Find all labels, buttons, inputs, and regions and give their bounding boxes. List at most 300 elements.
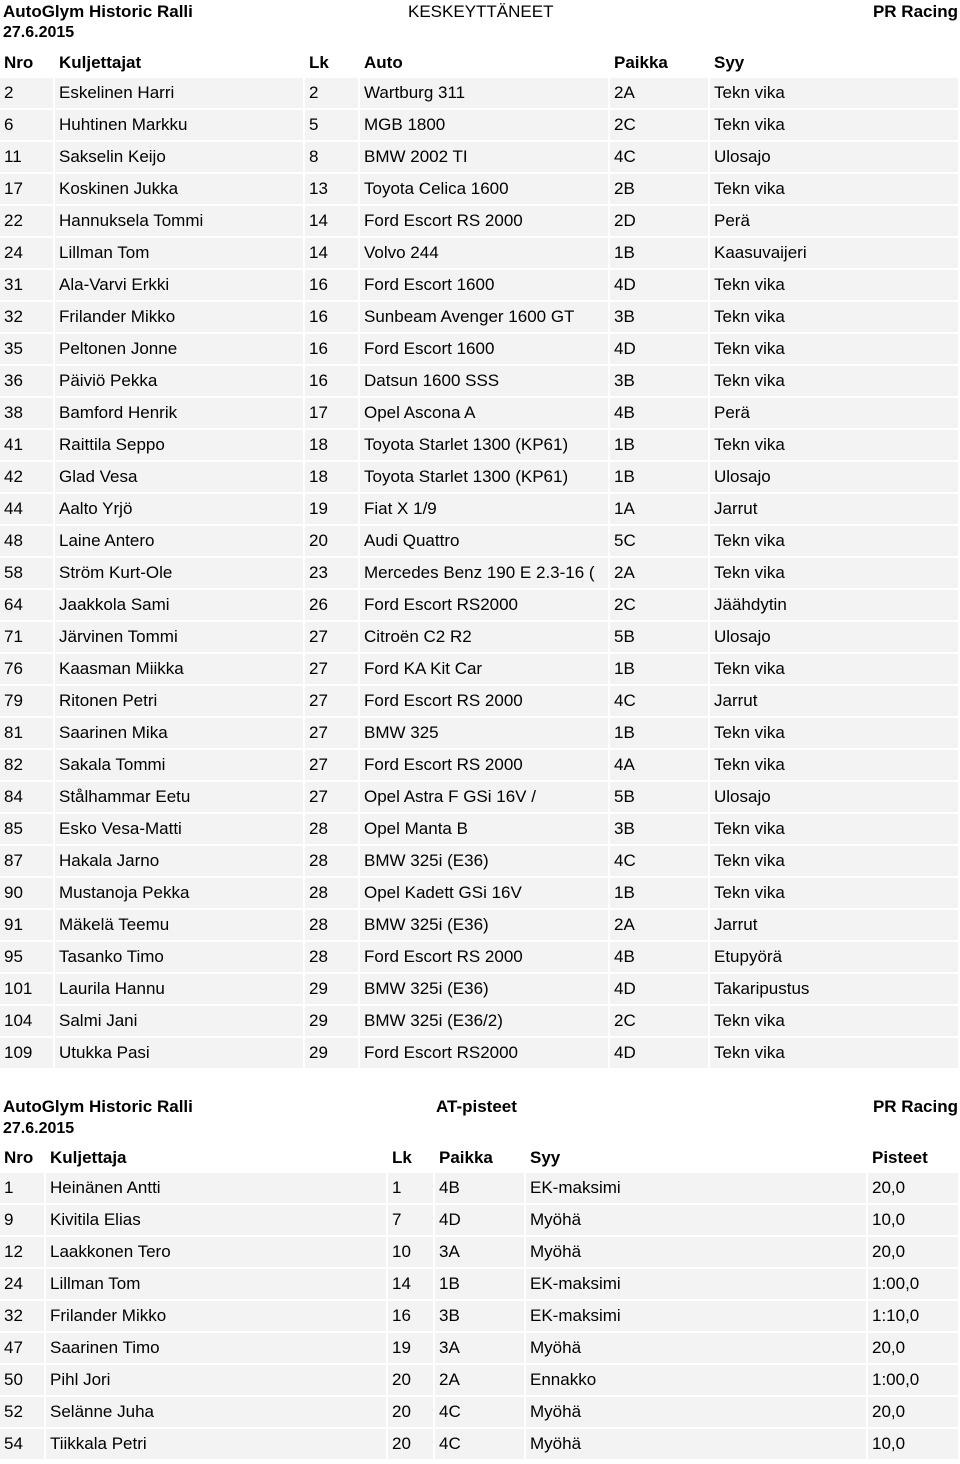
cell-nro: 76 (0, 654, 55, 686)
table-row (0, 1269, 960, 1301)
cell-class: 16 (305, 270, 360, 302)
cell-class: 16 (305, 302, 360, 334)
cell-class: 5 (305, 110, 360, 142)
cell-points: 1:10,0 (868, 1301, 960, 1333)
cell-reason: Tekn vika (710, 430, 960, 462)
cell-location: 2A (610, 910, 710, 942)
cell-car: Opel Manta B (360, 814, 610, 846)
dnf-table (0, 48, 960, 1070)
cell-location: 1B (610, 462, 710, 494)
cell-driver: Glad Vesa (55, 462, 305, 494)
col-nro: Nro (0, 48, 55, 78)
table-row (0, 1333, 960, 1365)
cell-reason: Tekn vika (710, 174, 960, 206)
cell-class: 18 (305, 462, 360, 494)
cell-reason: Tekn vika (710, 526, 960, 558)
table-row (0, 654, 960, 686)
table-row (0, 558, 960, 590)
col-nro: Nro (0, 1143, 46, 1173)
table-row (0, 878, 960, 910)
cell-location: 3A (435, 1333, 526, 1365)
cell-class: 18 (305, 430, 360, 462)
cell-class: 27 (305, 750, 360, 782)
cell-reason: Tekn vika (710, 1038, 960, 1070)
cell-car: Ford Escort RS 2000 (360, 686, 610, 718)
cell-nro: 42 (0, 462, 55, 494)
cell-class: 27 (305, 622, 360, 654)
table-row (0, 1237, 960, 1269)
table-row (0, 590, 960, 622)
table-row (0, 942, 960, 974)
cell-car: Toyota Celica 1600 (360, 174, 610, 206)
col-class: Lk (388, 1143, 435, 1173)
table-row (0, 1038, 960, 1070)
cell-points: 1:00,0 (868, 1365, 960, 1397)
cell-car: Ford Escort RS 2000 (360, 942, 610, 974)
cell-points: 10,0 (868, 1205, 960, 1237)
col-reason: Syy (710, 48, 960, 78)
cell-car: Ford Escort RS2000 (360, 590, 610, 622)
cell-driver: Koskinen Jukka (55, 174, 305, 206)
table-row (0, 622, 960, 654)
cell-points: 20,0 (868, 1237, 960, 1269)
cell-driver: Laine Antero (55, 526, 305, 558)
cell-driver: Raittila Seppo (55, 430, 305, 462)
penalty-table (0, 1143, 960, 1461)
cell-reason: Kaasuvaijeri (710, 238, 960, 270)
cell-nro: 2 (0, 78, 55, 110)
cell-reason: Tekn vika (710, 302, 960, 334)
cell-reason: Tekn vika (710, 846, 960, 878)
table-row (0, 430, 960, 462)
col-drivers: Kuljettajat (55, 48, 305, 78)
cell-class: 14 (305, 238, 360, 270)
cell-reason: Ennakko (526, 1365, 868, 1397)
section2-title-bar (0, 1097, 960, 1119)
cell-driver: Sakala Tommi (55, 750, 305, 782)
cell-nro: 32 (0, 302, 55, 334)
table-row (0, 974, 960, 1006)
cell-nro: 95 (0, 942, 55, 974)
cell-nro: 17 (0, 174, 55, 206)
cell-car: MGB 1800 (360, 110, 610, 142)
cell-location: 3B (610, 366, 710, 398)
cell-driver: Stålhammar Eetu (55, 782, 305, 814)
table-row (0, 846, 960, 878)
table-row (0, 206, 960, 238)
cell-car: Ford Escort RS2000 (360, 1038, 610, 1070)
cell-car: Volvo 244 (360, 238, 610, 270)
cell-location: 4B (435, 1173, 526, 1205)
table-row (0, 494, 960, 526)
cell-driver: Hakala Jarno (55, 846, 305, 878)
cell-location: 4C (610, 846, 710, 878)
cell-driver: Selänne Juha (46, 1397, 388, 1429)
cell-reason: Ulosajo (710, 622, 960, 654)
cell-class: 19 (388, 1333, 435, 1365)
cell-nro: 50 (0, 1365, 46, 1397)
cell-driver: Heinänen Antti (46, 1173, 388, 1205)
cell-location: 2B (610, 174, 710, 206)
cell-driver: Peltonen Jonne (55, 334, 305, 366)
table-row (0, 462, 960, 494)
col-driver: Kuljettaja (46, 1143, 388, 1173)
col-location: Paikka (435, 1143, 526, 1173)
cell-driver: Sakselin Keijo (55, 142, 305, 174)
section2-organizer: PR Racing (872, 1097, 958, 1116)
cell-car: Citroën C2 R2 (360, 622, 610, 654)
table-row (0, 782, 960, 814)
table-row (0, 174, 960, 206)
cell-location: 4D (610, 334, 710, 366)
cell-car: Datsun 1600 SSS (360, 366, 610, 398)
cell-car: Opel Astra F GSi 16V / (360, 782, 610, 814)
cell-class: 7 (388, 1205, 435, 1237)
cell-nro: 38 (0, 398, 55, 430)
cell-nro: 58 (0, 558, 55, 590)
table-row (0, 750, 960, 782)
cell-driver: Ritonen Petri (55, 686, 305, 718)
cell-driver: Kivitila Elias (46, 1205, 388, 1237)
table-row (0, 526, 960, 558)
cell-car: BMW 325i (E36) (360, 846, 610, 878)
cell-class: 20 (388, 1429, 435, 1461)
section1-report-title: KESKEYTTÄNEET (408, 2, 554, 21)
cell-nro: 41 (0, 430, 55, 462)
cell-reason: Takaripustus (710, 974, 960, 1006)
cell-driver: Lillman Tom (46, 1269, 388, 1301)
cell-location: 3A (435, 1237, 526, 1269)
cell-nro: 54 (0, 1429, 46, 1461)
cell-reason: EK-maksimi (526, 1269, 868, 1301)
cell-location: 4A (610, 750, 710, 782)
cell-driver: Järvinen Tommi (55, 622, 305, 654)
table-row (0, 302, 960, 334)
cell-driver: Kaasman Miikka (55, 654, 305, 686)
cell-car: BMW 325i (E36) (360, 910, 610, 942)
cell-class: 17 (305, 398, 360, 430)
cell-driver: Huhtinen Markku (55, 110, 305, 142)
cell-location: 1A (610, 494, 710, 526)
cell-points: 20,0 (868, 1333, 960, 1365)
cell-driver: Saarinen Timo (46, 1333, 388, 1365)
cell-reason: Jarrut (710, 494, 960, 526)
cell-class: 28 (305, 910, 360, 942)
table-row (0, 366, 960, 398)
cell-nro: 52 (0, 1397, 46, 1429)
table-row (0, 270, 960, 302)
cell-location: 4D (610, 270, 710, 302)
cell-driver: Laurila Hannu (55, 974, 305, 1006)
cell-reason: Tekn vika (710, 814, 960, 846)
cell-driver: Frilander Mikko (46, 1301, 388, 1333)
table-row (0, 686, 960, 718)
cell-driver: Tasanko Timo (55, 942, 305, 974)
section2-event-title: AutoGlym Historic Ralli (3, 1097, 193, 1116)
cell-driver: Päiviö Pekka (55, 366, 305, 398)
cell-location: 2A (435, 1365, 526, 1397)
col-class: Lk (305, 48, 360, 78)
cell-location: 1B (610, 238, 710, 270)
cell-class: 1 (388, 1173, 435, 1205)
cell-class: 16 (388, 1301, 435, 1333)
cell-reason: Jarrut (710, 910, 960, 942)
cell-reason: Tekn vika (710, 750, 960, 782)
cell-driver: Mäkelä Teemu (55, 910, 305, 942)
cell-car: Ford KA Kit Car (360, 654, 610, 686)
section1-title-bar (0, 2, 960, 24)
section1-date: 27.6.2015 (3, 24, 75, 41)
table-row (0, 1397, 960, 1429)
cell-nro: 6 (0, 110, 55, 142)
cell-reason: Tekn vika (710, 366, 960, 398)
cell-reason: Myöhä (526, 1429, 868, 1461)
cell-nro: 1 (0, 1173, 46, 1205)
cell-class: 28 (305, 846, 360, 878)
col-car: Auto (360, 48, 610, 78)
cell-reason: Myöhä (526, 1237, 868, 1269)
cell-nro: 104 (0, 1006, 55, 1038)
cell-car: Opel Ascona A (360, 398, 610, 430)
cell-driver: Lillman Tom (55, 238, 305, 270)
cell-reason: Tekn vika (710, 718, 960, 750)
cell-nro: 71 (0, 622, 55, 654)
cell-nro: 48 (0, 526, 55, 558)
cell-nro: 85 (0, 814, 55, 846)
cell-location: 1B (435, 1269, 526, 1301)
cell-class: 13 (305, 174, 360, 206)
cell-nro: 11 (0, 142, 55, 174)
cell-car: BMW 325i (E36) (360, 974, 610, 1006)
cell-nro: 44 (0, 494, 55, 526)
cell-reason: EK-maksimi (526, 1301, 868, 1333)
cell-driver: Saarinen Mika (55, 718, 305, 750)
cell-location: 4C (610, 686, 710, 718)
cell-reason: Tekn vika (710, 334, 960, 366)
cell-class: 20 (388, 1397, 435, 1429)
cell-class: 16 (305, 334, 360, 366)
section2-date: 27.6.2015 (3, 1120, 75, 1137)
cell-reason: Jäähdytin (710, 590, 960, 622)
cell-location: 1B (610, 654, 710, 686)
cell-nro: 91 (0, 910, 55, 942)
cell-nro: 24 (0, 1269, 46, 1301)
cell-class: 2 (305, 78, 360, 110)
cell-car: Toyota Starlet 1300 (KP61) (360, 430, 610, 462)
cell-nro: 12 (0, 1237, 46, 1269)
cell-class: 29 (305, 1038, 360, 1070)
cell-class: 14 (388, 1269, 435, 1301)
cell-car: Toyota Starlet 1300 (KP61) (360, 462, 610, 494)
cell-class: 27 (305, 782, 360, 814)
table-row (0, 1429, 960, 1461)
cell-driver: Mustanoja Pekka (55, 878, 305, 910)
cell-location: 4D (435, 1205, 526, 1237)
cell-driver: Utukka Pasi (55, 1038, 305, 1070)
table-row (0, 1301, 960, 1333)
cell-car: Fiat X 1/9 (360, 494, 610, 526)
cell-reason: Jarrut (710, 686, 960, 718)
cell-class: 10 (388, 1237, 435, 1269)
cell-class: 29 (305, 974, 360, 1006)
cell-nro: 109 (0, 1038, 55, 1070)
cell-driver: Bamford Henrik (55, 398, 305, 430)
cell-reason: Ulosajo (710, 462, 960, 494)
cell-reason: Myöhä (526, 1333, 868, 1365)
cell-driver: Ala-Varvi Erkki (55, 270, 305, 302)
cell-driver: Pihl Jori (46, 1365, 388, 1397)
cell-points: 20,0 (868, 1397, 960, 1429)
cell-location: 2A (610, 558, 710, 590)
cell-reason: Ulosajo (710, 782, 960, 814)
cell-reason: Myöhä (526, 1205, 868, 1237)
cell-location: 5C (610, 526, 710, 558)
cell-driver: Hannuksela Tommi (55, 206, 305, 238)
cell-points: 1:00,0 (868, 1269, 960, 1301)
penalty-table-header (0, 1143, 960, 1173)
cell-location: 4C (610, 142, 710, 174)
cell-reason: Tekn vika (710, 878, 960, 910)
cell-location: 2C (610, 110, 710, 142)
cell-location: 4D (610, 974, 710, 1006)
cell-nro: 35 (0, 334, 55, 366)
cell-car: BMW 325 (360, 718, 610, 750)
cell-location: 3B (435, 1301, 526, 1333)
cell-reason: Perä (710, 398, 960, 430)
col-points: Pisteet (868, 1143, 960, 1173)
cell-reason: Tekn vika (710, 270, 960, 302)
cell-location: 2C (610, 1006, 710, 1038)
cell-location: 1B (610, 878, 710, 910)
section1-organizer: PR Racing (872, 2, 958, 21)
cell-reason: Perä (710, 206, 960, 238)
cell-class: 8 (305, 142, 360, 174)
cell-location: 4C (435, 1429, 526, 1461)
cell-class: 14 (305, 206, 360, 238)
table-row (0, 238, 960, 270)
cell-points: 10,0 (868, 1429, 960, 1461)
cell-reason: Tekn vika (710, 558, 960, 590)
cell-nro: 24 (0, 238, 55, 270)
table-row (0, 78, 960, 110)
cell-driver: Frilander Mikko (55, 302, 305, 334)
cell-class: 28 (305, 814, 360, 846)
cell-driver: Aalto Yrjö (55, 494, 305, 526)
cell-nro: 47 (0, 1333, 46, 1365)
cell-driver: Tiikkala Petri (46, 1429, 388, 1461)
cell-class: 26 (305, 590, 360, 622)
cell-location: 2A (610, 78, 710, 110)
cell-reason: Tekn vika (710, 110, 960, 142)
cell-class: 16 (305, 366, 360, 398)
section2-report-title: AT-pisteet (436, 1097, 517, 1116)
cell-nro: 36 (0, 366, 55, 398)
cell-car: Ford Escort RS 2000 (360, 206, 610, 238)
cell-location: 3B (610, 302, 710, 334)
cell-driver: Esko Vesa-Matti (55, 814, 305, 846)
col-location: Paikka (610, 48, 710, 78)
cell-class: 20 (388, 1365, 435, 1397)
cell-driver: Eskelinen Harri (55, 78, 305, 110)
cell-reason: Tekn vika (710, 1006, 960, 1038)
cell-nro: 90 (0, 878, 55, 910)
cell-nro: 22 (0, 206, 55, 238)
section1-event-title: AutoGlym Historic Ralli (3, 2, 193, 21)
cell-class: 19 (305, 494, 360, 526)
cell-car: Ford Escort RS 2000 (360, 750, 610, 782)
cell-car: Audi Quattro (360, 526, 610, 558)
cell-nro: 32 (0, 1301, 46, 1333)
cell-location: 4C (435, 1397, 526, 1429)
cell-nro: 9 (0, 1205, 46, 1237)
table-row (0, 1006, 960, 1038)
table-row (0, 910, 960, 942)
cell-nro: 64 (0, 590, 55, 622)
cell-driver: Jaakkola Sami (55, 590, 305, 622)
cell-car: Sunbeam Avenger 1600 GT (360, 302, 610, 334)
table-row (0, 1365, 960, 1397)
table-row (0, 110, 960, 142)
col-reason: Syy (526, 1143, 868, 1173)
cell-nro: 84 (0, 782, 55, 814)
cell-location: 1B (610, 430, 710, 462)
cell-class: 23 (305, 558, 360, 590)
cell-car: Opel Kadett GSi 16V (360, 878, 610, 910)
cell-class: 20 (305, 526, 360, 558)
cell-location: 4B (610, 398, 710, 430)
cell-class: 29 (305, 1006, 360, 1038)
cell-reason: Tekn vika (710, 78, 960, 110)
cell-driver: Salmi Jani (55, 1006, 305, 1038)
table-row (0, 1173, 960, 1205)
cell-car: BMW 2002 TI (360, 142, 610, 174)
cell-class: 27 (305, 718, 360, 750)
cell-location: 5B (610, 782, 710, 814)
table-row (0, 334, 960, 366)
cell-nro: 87 (0, 846, 55, 878)
cell-car: BMW 325i (E36/2) (360, 1006, 610, 1038)
dnf-table-header (0, 48, 960, 78)
table-row (0, 1205, 960, 1237)
cell-reason: Ulosajo (710, 142, 960, 174)
cell-driver: Laakkonen Tero (46, 1237, 388, 1269)
cell-car: Ford Escort 1600 (360, 270, 610, 302)
cell-points: 20,0 (868, 1173, 960, 1205)
cell-location: 3B (610, 814, 710, 846)
cell-reason: Etupyörä (710, 942, 960, 974)
cell-driver: Ström Kurt-Ole (55, 558, 305, 590)
cell-reason: Tekn vika (710, 654, 960, 686)
cell-nro: 101 (0, 974, 55, 1006)
cell-nro: 82 (0, 750, 55, 782)
cell-location: 2D (610, 206, 710, 238)
cell-car: Wartburg 311 (360, 78, 610, 110)
cell-location: 2C (610, 590, 710, 622)
cell-class: 27 (305, 686, 360, 718)
cell-car: Ford Escort 1600 (360, 334, 610, 366)
cell-class: 28 (305, 942, 360, 974)
table-row (0, 142, 960, 174)
cell-location: 4D (610, 1038, 710, 1070)
cell-location: 5B (610, 622, 710, 654)
cell-nro: 31 (0, 270, 55, 302)
table-row (0, 718, 960, 750)
cell-nro: 79 (0, 686, 55, 718)
cell-reason: EK-maksimi (526, 1173, 868, 1205)
cell-location: 1B (610, 718, 710, 750)
cell-class: 28 (305, 878, 360, 910)
table-row (0, 814, 960, 846)
